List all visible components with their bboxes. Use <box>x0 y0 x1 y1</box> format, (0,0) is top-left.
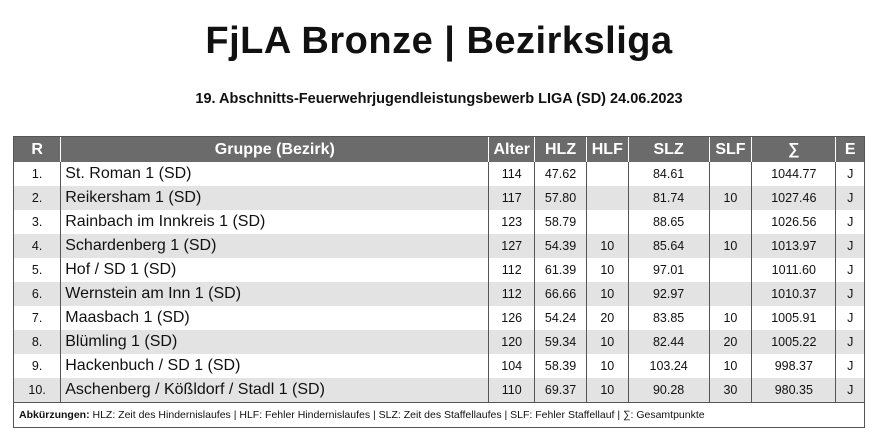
hlz-cell: 54.24 <box>535 306 587 330</box>
e-cell: J <box>836 186 864 210</box>
age-cell: 127 <box>489 234 535 258</box>
group-cell: Reikersham 1 (SD) <box>61 186 489 210</box>
hlf-cell: 10 <box>587 330 629 354</box>
sum-cell: 1044.77 <box>752 162 836 186</box>
rank-cell: 6. <box>14 282 61 306</box>
hlz-cell: 58.79 <box>535 210 587 234</box>
e-cell: J <box>836 330 864 354</box>
table-header-row <box>14 137 864 162</box>
slf-cell <box>709 282 752 306</box>
age-cell: 110 <box>489 378 535 402</box>
e-cell: J <box>836 234 864 258</box>
results-table <box>13 136 865 428</box>
sum-cell: 1005.91 <box>752 306 836 330</box>
slf-cell: 10 <box>709 234 752 258</box>
page-subtitle: 19. Abschnitts-Feuerwehrjugendleistungsbewerb LIGA (SD) 24.06.2023 <box>195 91 683 107</box>
hlf-cell: 10 <box>587 282 629 306</box>
slz-cell: 81.74 <box>628 186 709 210</box>
abbreviations-footnote <box>14 402 864 427</box>
e-cell: J <box>836 162 864 186</box>
hlz-cell: 66.66 <box>535 282 587 306</box>
sum-cell: 1013.97 <box>752 234 836 258</box>
col-header-age: Alter <box>489 137 535 162</box>
col-header-e: E <box>836 137 864 162</box>
slf-cell: 30 <box>709 378 752 402</box>
hlf-cell <box>587 186 629 210</box>
table-row <box>14 258 864 282</box>
footnote-text: HLZ: Zeit des Hindernislaufes | HLF: Fehler Hindernislaufes | SLZ: Zeit des Staffellaufes | SLF: Fehler Staffellauf | ∑: Gesamtpunkte <box>89 409 705 421</box>
rank-cell: 7. <box>14 306 61 330</box>
e-cell: J <box>836 306 864 330</box>
hlf-cell <box>587 210 629 234</box>
table-row <box>14 282 864 306</box>
group-cell: Hof / SD 1 (SD) <box>61 258 489 282</box>
e-cell: J <box>836 210 864 234</box>
rank-cell: 2. <box>14 186 61 210</box>
slz-cell: 92.97 <box>628 282 709 306</box>
slf-cell <box>709 258 752 282</box>
hlz-cell: 58.39 <box>535 354 587 378</box>
table-row <box>14 210 864 234</box>
age-cell: 123 <box>489 210 535 234</box>
slf-cell: 20 <box>709 330 752 354</box>
slz-cell: 90.28 <box>628 378 709 402</box>
hlf-cell: 10 <box>587 378 629 402</box>
col-header-rank: R <box>14 137 61 162</box>
rank-cell: 4. <box>14 234 61 258</box>
e-cell: J <box>836 282 864 306</box>
hlf-cell: 20 <box>587 306 629 330</box>
hlz-cell: 57.80 <box>535 186 587 210</box>
group-cell: Wernstein am Inn 1 (SD) <box>61 282 489 306</box>
slz-cell: 83.85 <box>628 306 709 330</box>
sum-cell: 1026.56 <box>752 210 836 234</box>
hlz-cell: 54.39 <box>535 234 587 258</box>
age-cell: 120 <box>489 330 535 354</box>
slf-cell: 10 <box>709 186 752 210</box>
slz-cell: 97.01 <box>628 258 709 282</box>
col-header-slf: SLF <box>709 137 752 162</box>
age-cell: 112 <box>489 258 535 282</box>
rank-cell: 10. <box>14 378 61 402</box>
rank-cell: 5. <box>14 258 61 282</box>
rank-cell: 9. <box>14 354 61 378</box>
sum-cell: 980.35 <box>752 378 836 402</box>
col-header-hlz: HLZ <box>535 137 587 162</box>
hlz-cell: 69.37 <box>535 378 587 402</box>
group-cell: St. Roman 1 (SD) <box>61 162 489 186</box>
sum-cell: 1005.22 <box>752 330 836 354</box>
age-cell: 126 <box>489 306 535 330</box>
slf-cell: 10 <box>709 354 752 378</box>
slz-cell: 82.44 <box>628 330 709 354</box>
slf-cell: 10 <box>709 306 752 330</box>
group-cell: Maasbach 1 (SD) <box>61 306 489 330</box>
e-cell: J <box>836 354 864 378</box>
page-title: FjLA Bronze | Bezirksliga <box>205 20 673 62</box>
table-row <box>14 186 864 210</box>
group-cell: Hackenbuch / SD 1 (SD) <box>61 354 489 378</box>
hlz-cell: 47.62 <box>535 162 587 186</box>
slf-cell <box>709 210 752 234</box>
group-cell: Schardenberg 1 (SD) <box>61 234 489 258</box>
sum-cell: 1027.46 <box>752 186 836 210</box>
group-cell: Rainbach im Innkreis 1 (SD) <box>61 210 489 234</box>
group-cell: Blümling 1 (SD) <box>61 330 489 354</box>
table-row <box>14 162 864 186</box>
table-row <box>14 306 864 330</box>
col-header-sum: ∑ <box>752 137 836 162</box>
table-row <box>14 330 864 354</box>
e-cell: J <box>836 258 864 282</box>
hlf-cell: 10 <box>587 234 629 258</box>
col-header-hlf: HLF <box>587 137 629 162</box>
slz-cell: 84.61 <box>628 162 709 186</box>
group-cell: Aschenberg / Kößldorf / Stadl 1 (SD) <box>61 378 489 402</box>
table-row <box>14 234 864 258</box>
age-cell: 104 <box>489 354 535 378</box>
slz-cell: 88.65 <box>628 210 709 234</box>
age-cell: 114 <box>489 162 535 186</box>
e-cell: J <box>836 378 864 402</box>
col-header-group: Gruppe (Bezirk) <box>61 137 489 162</box>
sum-cell: 1010.37 <box>752 282 836 306</box>
rank-cell: 1. <box>14 162 61 186</box>
hlf-cell: 10 <box>587 258 629 282</box>
rank-cell: 3. <box>14 210 61 234</box>
col-header-slz: SLZ <box>628 137 709 162</box>
footnote-label: Abkürzungen: <box>19 409 90 421</box>
table-row <box>14 354 864 378</box>
slz-cell: 103.24 <box>628 354 709 378</box>
slz-cell: 85.64 <box>628 234 709 258</box>
age-cell: 117 <box>489 186 535 210</box>
slf-cell <box>709 162 752 186</box>
hlf-cell: 10 <box>587 354 629 378</box>
sum-cell: 998.37 <box>752 354 836 378</box>
hlz-cell: 61.39 <box>535 258 587 282</box>
sum-cell: 1011.60 <box>752 258 836 282</box>
table-row <box>14 378 864 402</box>
rank-cell: 8. <box>14 330 61 354</box>
hlz-cell: 59.34 <box>535 330 587 354</box>
age-cell: 112 <box>489 282 535 306</box>
hlf-cell <box>587 162 629 186</box>
